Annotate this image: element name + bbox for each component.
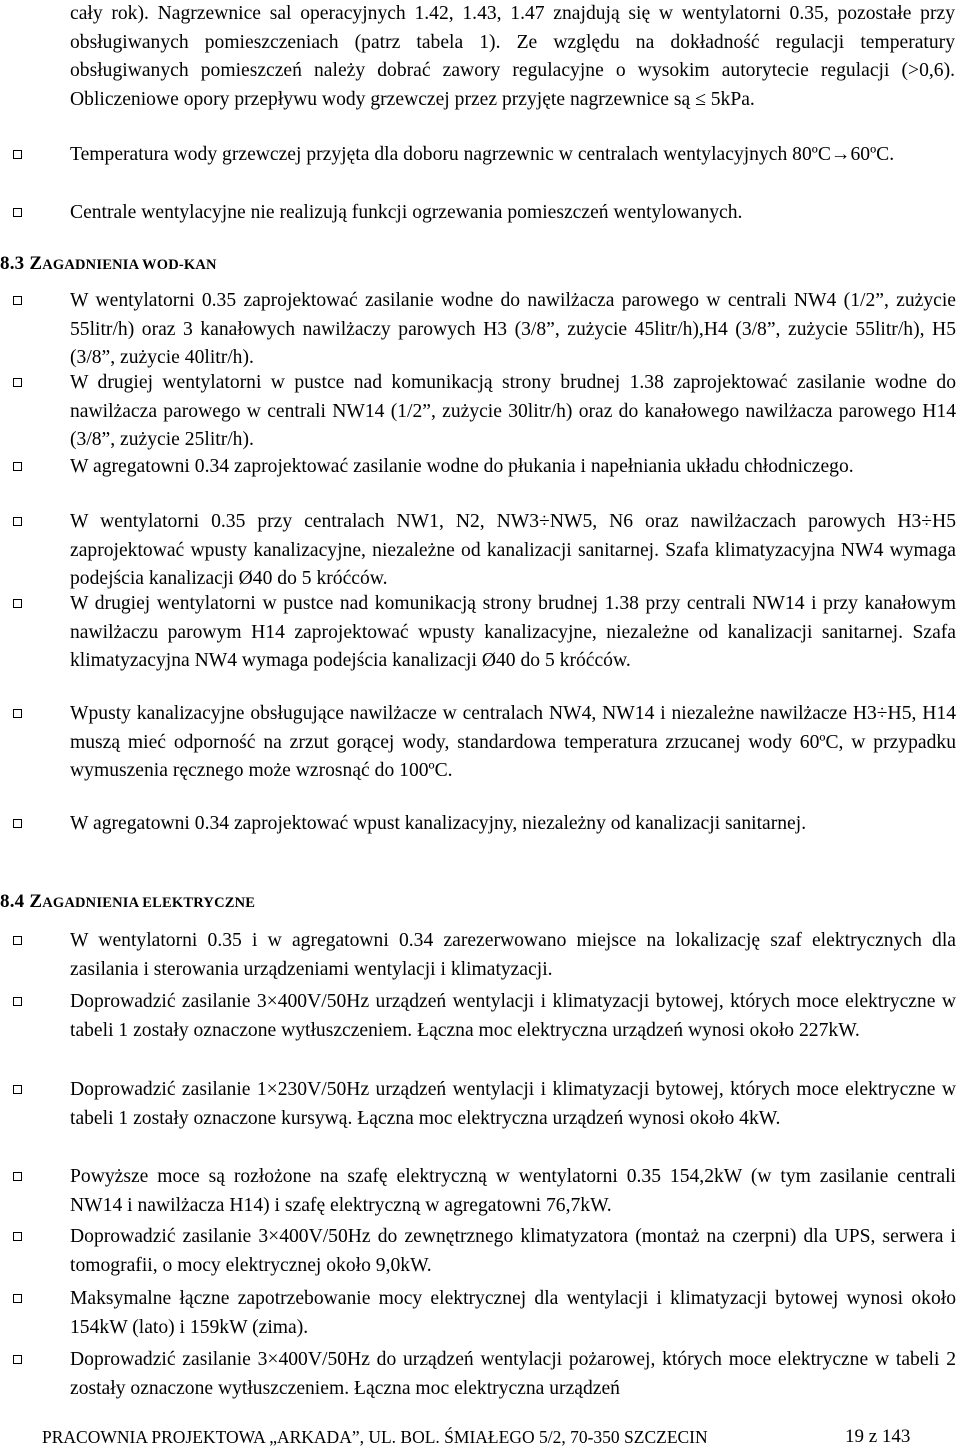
list-item-text: W drugiej wentylatorni w pustce nad komunikacją strony brudnej 1.38 zaprojektować zasilanie wodne do nawilżacza parowego w centrali NW14 (1/2”, zużycie 30litr/h) oraz do kanałowego nawilżacza parowego H14 (3/8”, zużycie 25litr/h).: [70, 372, 956, 451]
list-item-text: W agregatowni 0.34 zaprojektować wpust kanalizacyjny, niezależny od kanalizacji sanitarnej.: [70, 813, 807, 834]
list-item: [70, 141, 956, 170]
list-item: [70, 700, 956, 786]
list-item-text: Wpusty kanalizacyjne obsługujące nawilżacze w centralach NW4, NW14 i niezależne nawilżacze H3÷H5, H14 muszą mieć odporność na zrzut gorącej wody, standardowa temperatura zrzucanej wody 60ºC, w przypadku wymuszenia ręcznego może wzrosnąć do 100ºC.: [70, 703, 956, 782]
list-item-text: Doprowadzić zasilanie 3×400V/50Hz do zewnętrznego klimatyzatora (montaż na czerpni) dla UPS, serwera i tomografii, o mocy elektrycznej około 9,0kW.: [70, 1226, 956, 1276]
checkbox-bullet-icon: [13, 819, 22, 828]
list-item: [70, 369, 956, 455]
checkbox-bullet-icon: [13, 1172, 22, 1181]
checkbox-bullet-icon: [13, 1085, 22, 1094]
section-number: 8.3: [0, 253, 25, 274]
list-item-text: Doprowadzić zasilanie 3×400V/50Hz urządzeń wentylacji i klimatyzacji bytowej, których moce elektryczne w tabeli 1 zostały oznaczone wytłuszczeniem. Łączna moc elektryczna urządzeń wynosi około 227kW.: [70, 991, 956, 1041]
list-item-text: Powyższe moce są rozłożone na szafę elektryczną w wentylatorni 0.35 154,2kW (w tym zasilanie centrali NW14 i nawilżacza H14) i szafę elektryczną w agregatowni 76,7kW.: [70, 1166, 956, 1216]
section-number: 8.4: [0, 891, 25, 912]
list-item-text: W drugiej wentylatorni w pustce nad komunikacją strony brudnej 1.38 przy centrali NW14 i przy kanałowym nawilżaczu parowym H14 zaprojektować wpusty kanalizacyjne, niezależne od kanalizacji sanitarnej. Szafa klimatyzacyjna NW4 wymaga podejścia kanalizacji Ø40 do 5 króćców.: [70, 593, 956, 672]
checkbox-bullet-icon: [13, 208, 22, 217]
checkbox-bullet-icon: [13, 150, 22, 159]
list-item-text: W wentylatorni 0.35 zaprojektować zasilanie wodne do nawilżacza parowego w centrali NW4 (1/2”, zużycie 55litr/h) oraz 3 kanałowych nawilżaczy parowych H3 (3/8”, zużycie 45litr/h),H4 (3/8”, zużycie 55litr/h), H5 (3/8”, zużycie 40litr/h).: [70, 290, 956, 369]
list-item: [70, 1346, 956, 1403]
page-number: 19 z 143: [845, 1426, 911, 1447]
section-title: AGADNIENIA WOD-KAN: [42, 257, 217, 273]
list-item: [70, 810, 956, 839]
list-item: [70, 1285, 956, 1342]
list-item: [70, 508, 956, 594]
section-heading-8-4: [0, 888, 255, 917]
section-heading-8-3: [0, 250, 217, 279]
checkbox-bullet-icon: [13, 462, 22, 471]
list-item-text: Doprowadzić zasilanie 3×400V/50Hz do urządzeń wentylacji pożarowej, których moce elektryczne w tabeli 2 zostały oznaczone wytłuszczeniem. Łączna moc elektryczna urządzeń: [70, 1349, 956, 1399]
list-item: [70, 988, 956, 1045]
list-item: [70, 199, 956, 228]
list-item: [70, 1163, 956, 1220]
checkbox-bullet-icon: [13, 599, 22, 608]
list-item-text: W wentylatorni 0.35 i w agregatowni 0.34 zarezerwowano miejsce na lokalizację szaf elektrycznych dla zasilania i sterowania urządzeniami wentylacji i klimatyzacji.: [70, 930, 956, 980]
checkbox-bullet-icon: [13, 296, 22, 305]
checkbox-bullet-icon: [13, 1355, 22, 1364]
section-title-initial: Z: [29, 253, 43, 274]
list-item-text: W agregatowni 0.34 zaprojektować zasilanie wodne do płukania i napełniania układu chłodniczego.: [70, 456, 854, 477]
checkbox-bullet-icon: [13, 1232, 22, 1241]
list-item: [70, 1223, 956, 1280]
checkbox-bullet-icon: [13, 936, 22, 945]
list-item-text: Doprowadzić zasilanie 1×230V/50Hz urządzeń wentylacji i klimatyzacji bytowej, których moce elektryczne w tabeli 1 zostały oznaczone kursywą. Łączna moc elektryczna urządzeń wynosi około 4kW.: [70, 1079, 956, 1129]
checkbox-bullet-icon: [13, 709, 22, 718]
list-item-text: Maksymalne łączne zapotrzebowanie mocy elektrycznej dla wentylacji i klimatyzacji bytowej wynosi około 154kW (lato) i 159kW (zima).: [70, 1288, 956, 1338]
checkbox-bullet-icon: [13, 517, 22, 526]
checkbox-bullet-icon: [13, 378, 22, 387]
list-item: [70, 287, 956, 373]
list-item-text: Centrale wentylacyjne nie realizują funkcji ogrzewania pomieszczeń wentylowanych.: [70, 202, 743, 223]
section-title-initial: Z: [29, 891, 43, 912]
list-item: [70, 590, 956, 676]
section-title: AGADNIENIA ELEKTRYCZNE: [42, 895, 256, 911]
checkbox-bullet-icon: [13, 1294, 22, 1303]
list-item: [70, 453, 956, 482]
checkbox-bullet-icon: [13, 997, 22, 1006]
intro-paragraph: cały rok). Nagrzewnice sal operacyjnych 1.42, 1.43, 1.47 znajdują się w wentylatorni 0.35, pozostałe przy obsługiwanych pomieszczeniach (patrz tabela 1). Ze względu na dokładność regulacji temperatury obsługiwanych pomieszczeń należy dobrać zawory regulacyjne o wysokim autorytecie regulacji (>0,6). Obliczeniowe opory przepływu wody grzewczej przez przyjęte nagrzewnice są ≤ 5kPa.: [70, 3, 955, 110]
list-item: [70, 1076, 956, 1133]
list-item-text: Temperatura wody grzewczej przyjęta dla doboru nagrzewnic w centralach wentylacyjnych 80ºC→60ºC.: [70, 144, 895, 165]
list-item: [70, 927, 956, 984]
list-item-text: W wentylatorni 0.35 przy centralach NW1, N2, NW3÷NW5, N6 oraz nawilżaczach parowych H3÷H5 zaprojektować wpusty kanalizacyjne, niezależne od kanalizacji sanitarnej. Szafa klimatyzacyjna NW4 wymaga podejścia kanalizacji Ø40 do 5 króćców.: [70, 511, 956, 590]
page-footer: PRACOWNIA PROJEKTOWA „ARKADA”, UL. BOL. ŚMIAŁEGO 5/2, 70-350 SZCZECIN: [42, 1427, 708, 1447]
